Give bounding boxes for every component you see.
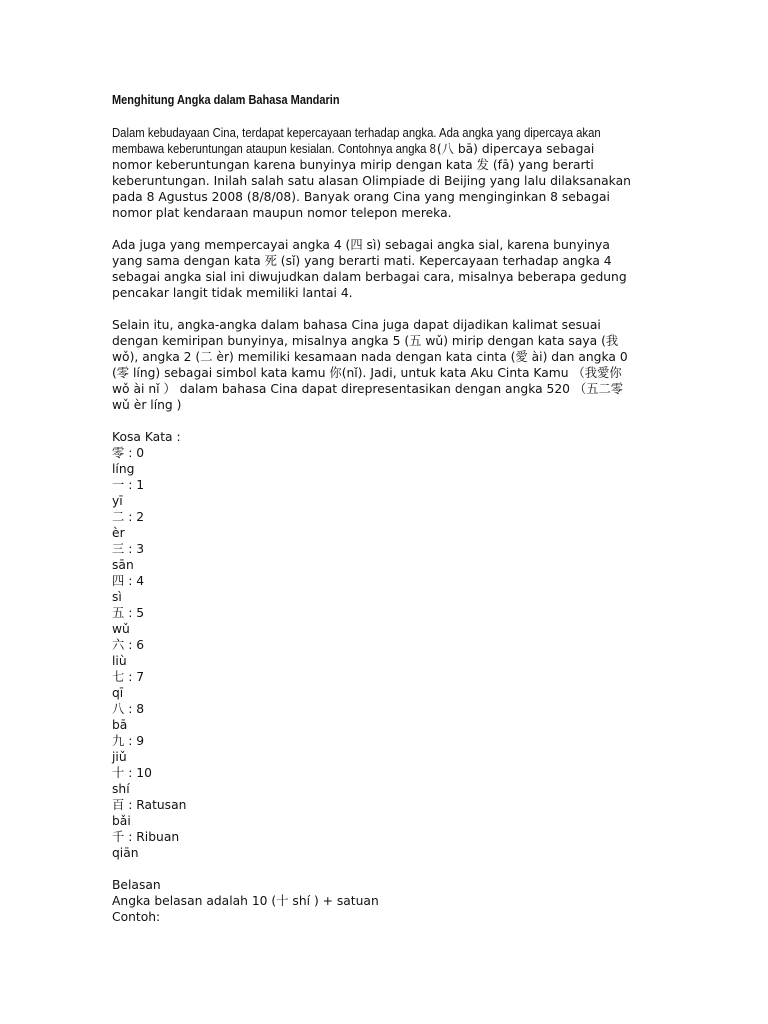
belasan-section — [112, 877, 672, 925]
document-title: Menghitung Angka dalam Bahasa Mandarin — [112, 93, 340, 107]
paragraph-line: nomor plat kendaraan maupun nomor telepon mereka. — [112, 206, 452, 220]
vocabulary-line: 千 : Ribuan — [112, 830, 180, 844]
paragraph-spacer — [112, 861, 672, 877]
paragraph-line: Dalam kebudayaan Cina, terdapat kepercayaan terhadap angka. Ada angka yang dipercaya akan — [112, 126, 601, 140]
paragraph-line: sebagai angka sial ini diwujudkan dalam berbagai cara, misalnya beberapa gedung — [112, 270, 627, 284]
paragraph-line-segment: membawa keberuntungan ataupun kesialan. Contohnya angka 8 — [112, 142, 436, 156]
paragraph-line: Selain itu, angka-angka dalam bahasa Cina juga dapat dijadikan kalimat sesuai — [112, 318, 601, 332]
vocabulary-line: 五 : 5 — [112, 606, 145, 620]
vocabulary-line: 六 : 6 — [112, 638, 145, 652]
vocabulary-line: 一 : 1 — [112, 478, 145, 492]
vocabulary-line: shí — [112, 782, 130, 796]
paragraph-line: Ada juga yang mempercayai angka 4 (四 sì) sebagai angka sial, karena bunyinya — [112, 238, 610, 252]
vocabulary-line: 三 : 3 — [112, 542, 145, 556]
vocabulary-line: líng — [112, 462, 135, 476]
vocabulary-line: 九 : 9 — [112, 734, 145, 748]
paragraph-spacer — [112, 301, 672, 317]
vocabulary-line: liù — [112, 654, 127, 668]
vocabulary-line: qī — [112, 686, 124, 700]
vocabulary-line: èr — [112, 526, 125, 540]
paragraph-spacer — [112, 221, 672, 237]
paragraph-angka-kalimat — [112, 317, 672, 413]
paragraph-line — [112, 141, 672, 157]
paragraph-line: wǒ ài nǐ ） dalam bahasa Cina dapat direpresentasikan dengan angka 520 （五二零 — [112, 382, 624, 396]
paragraph-line: pada 8 Agustus 2008 (8/8/08). Banyak orang Cina yang menginginkan 8 sebagai — [112, 190, 610, 204]
vocabulary-line: bā — [112, 718, 128, 732]
vocabulary-line: 七 : 7 — [112, 670, 145, 684]
vocabulary-heading: Kosa Kata : — [112, 430, 181, 444]
vocabulary-line: jiǔ — [112, 750, 127, 764]
vocabulary-line: bǎi — [112, 814, 131, 828]
paragraph-line: keberuntungan. Inilah salah satu alasan Olimpiade di Beijing yang lalu dilaksanakan — [112, 174, 631, 188]
vocabulary-line: 十 : 10 — [112, 766, 152, 780]
paragraph-line: pencakar langit tidak memiliki lantai 4. — [112, 286, 353, 300]
vocabulary-line: 八 : 8 — [112, 702, 145, 716]
belasan-heading: Belasan — [112, 878, 161, 892]
vocabulary-line: 百 : Ratusan — [112, 798, 187, 812]
vocabulary-line: yī — [112, 494, 123, 508]
vocabulary-line: qiān — [112, 846, 139, 860]
paragraph-line: dengan kemiripan bunyinya, misalnya angka 5 (五 wǔ) mirip dengan kata saya (我 — [112, 334, 619, 348]
paragraph-line: nomor keberuntungan karena bunyinya mirip dengan kata 发 (fā) yang berarti — [112, 158, 594, 172]
paragraph-line: Contoh: — [112, 910, 161, 924]
vocabulary-line: 二 : 2 — [112, 510, 145, 524]
paragraph-line: wǒ), angka 2 (二 èr) memiliki kesamaan nada dengan kata cinta (愛 ài) dan angka 0 — [112, 350, 628, 364]
paragraph-angka-8 — [112, 125, 672, 221]
paragraph-line: wǔ èr líng ) — [112, 398, 182, 412]
vocabulary-line: sān — [112, 558, 134, 572]
paragraph-spacer — [112, 413, 672, 429]
paragraph-line: Angka belasan adalah 10 (十 shí ) + satuan — [112, 894, 379, 908]
document-page — [112, 92, 672, 925]
paragraph-line: yang sama dengan kata 死 (sǐ) yang berarti mati. Kepercayaan terhadap angka 4 — [112, 254, 612, 268]
vocabulary-line: 零 : 0 — [112, 446, 145, 460]
vocabulary-line: sì — [112, 590, 122, 604]
vocabulary-list — [112, 429, 672, 861]
paragraph-line: (零 líng) sebagai simbol kata kamu 你(nǐ). Jadi, untuk kata Aku Cinta Kamu （我愛你 — [112, 366, 622, 380]
paragraph-angka-4 — [112, 237, 672, 301]
vocabulary-line: 四 : 4 — [112, 574, 145, 588]
vocabulary-line: wǔ — [112, 622, 130, 636]
paragraph-line-segment: (八 bā) dipercaya sebagai — [432, 142, 595, 156]
